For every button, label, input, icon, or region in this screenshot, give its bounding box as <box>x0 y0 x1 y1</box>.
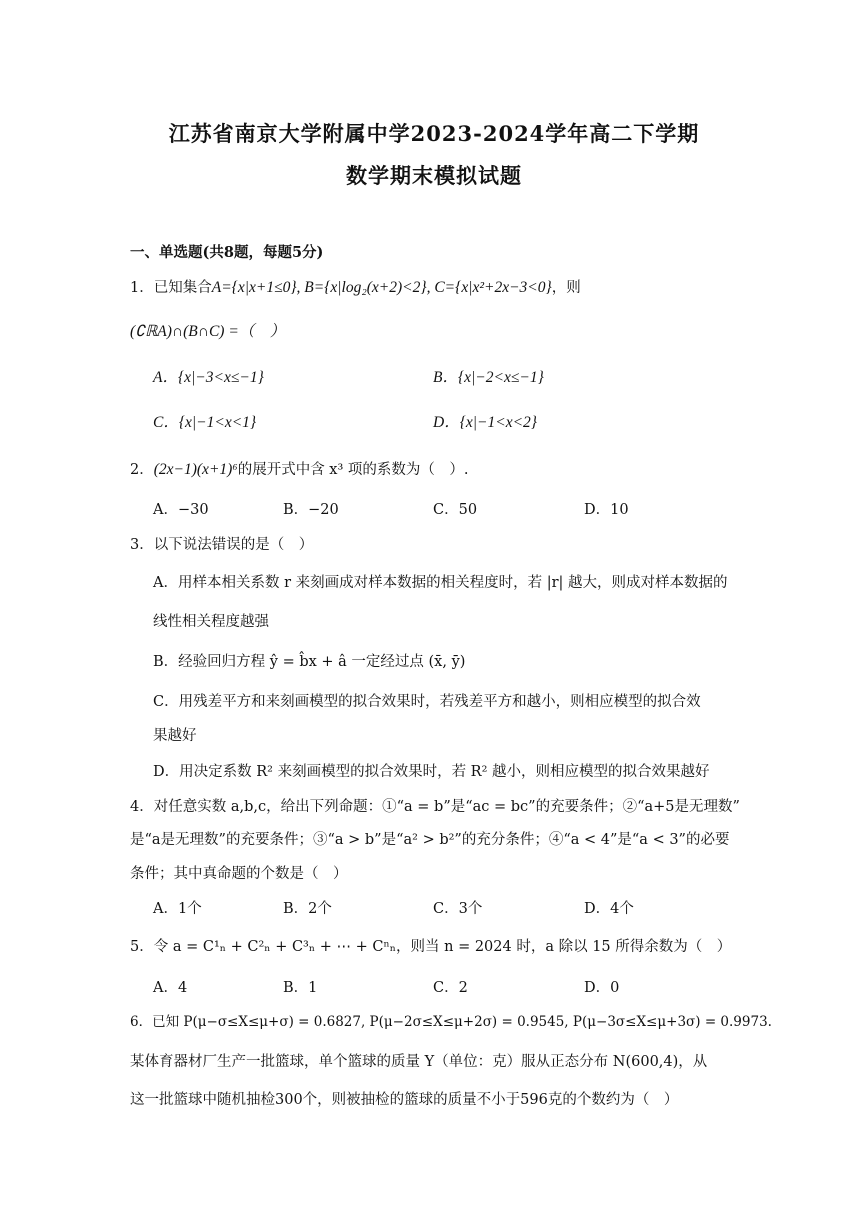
question-1 <box>130 278 581 298</box>
question-text: 令 a = C¹ₙ + C²ₙ + C³ₙ + ⋯ + Cⁿₙ，则当 n = 2024 时，a 除以 15 所得余数为（ ） <box>153 939 732 955</box>
question-4-line3: 条件；其中真命题的个数是（ ） <box>130 866 348 882</box>
question-text: ，则 <box>551 280 581 296</box>
option-c-line1: C．用残差平方和来刻画模型的拟合效果时，若残差平方和越小，则相应模型的拟合效 <box>153 694 701 710</box>
question-4 <box>130 797 740 817</box>
option-a-line2: 线性相关程度越强 <box>153 614 269 630</box>
question-text: 已知 P(μ−σ≤X≤μ+σ) = 0.6827, P(μ−2σ≤X≤μ+2σ) = 0.9545, P(μ−3σ≤X≤μ+3σ) = 0.9973. <box>152 1014 772 1030</box>
option-b: B．经验回归方程 ŷ = b̂x + â 一定经过点 (x̄, ȳ) <box>153 654 466 670</box>
question-6-line3: 这一批篮球中随机抽检300个，则被抽检的篮球的质量不小于596克的个数约为（ ） <box>130 1092 679 1108</box>
question-text: 的展开式中含 x³ 项的系数为（ ）. <box>237 462 469 478</box>
option-a: A．{x|−3<x≤−1} <box>153 369 264 386</box>
math-expression: (2x−1)(x+1)⁶ <box>153 461 238 478</box>
document-title: 江苏省南京大学附属中学2023-2024学年高二下学期 <box>168 121 700 146</box>
option-d: D．用决定系数 R² 来刻画模型的拟合效果时，若 R² 越小，则相应模型的拟合效果越好 <box>153 764 710 780</box>
question-6-line2: 某体育器材厂生产一批篮球，单个篮球的质量 Y（单位：克）服从正态分布 N(600,4)，从 <box>130 1054 708 1070</box>
question-1-expression <box>130 322 285 342</box>
question-2 <box>130 460 469 480</box>
option-d: D．10 <box>584 502 629 518</box>
option-c: C．2 <box>433 980 468 996</box>
question-3 <box>130 535 313 555</box>
question-number: 5． <box>130 939 154 955</box>
option-b: B．{x|−2<x≤−1} <box>433 369 544 386</box>
question-6 <box>130 1012 772 1032</box>
question-5 <box>130 937 731 957</box>
option-a: A．−30 <box>153 502 209 518</box>
option-c: C．50 <box>433 502 478 518</box>
option-a: A．4 <box>153 980 188 996</box>
option-b: B．−20 <box>283 502 339 518</box>
question-number: 2． <box>130 462 154 478</box>
option-c: C．3个 <box>433 901 483 917</box>
question-number: 1． <box>130 280 154 296</box>
section-heading: 一、单选题(共8题，每题5分) <box>130 244 324 261</box>
document-subtitle: 数学期末模拟试题 <box>346 163 522 188</box>
question-text: 对任意实数 a,b,c，给出下列命题：①“a = b”是“ac = bc”的充要条件；②“a+5是无理数” <box>153 799 740 815</box>
question-number: 6． <box>130 1014 153 1030</box>
option-d: D．{x|−1<x<2} <box>433 414 537 431</box>
option-d: D．4个 <box>584 901 634 917</box>
option-c-line2: 果越好 <box>153 728 197 744</box>
option-a-line1: A．用样本相关系数 r 来刻画成对样本数据的相关程度时，若 |r| 越大，则成对样本数据的 <box>153 575 728 591</box>
math-expression: A={x|x+1≤0}, B={x|log₂(x+2)<2}, C={x|x²+2x−3<0} <box>211 279 552 296</box>
math-expression: (∁ℝA)∩(B∩C) =（ ） <box>130 323 286 340</box>
option-b: B．1 <box>283 980 318 996</box>
option-d: D．0 <box>584 980 620 996</box>
option-c: C．{x|−1<x<1} <box>153 414 257 431</box>
option-a: A．1个 <box>153 901 202 917</box>
question-number: 4． <box>130 799 154 815</box>
option-b: B．2个 <box>283 901 332 917</box>
question-4-line2: 是“a是无理数”的充要条件；③“a > b”是“a² > b²”的充分条件；④“a < 4”是“a < 3”的必要 <box>130 832 730 848</box>
question-text: 已知集合 <box>153 280 212 296</box>
question-text: 以下说法错误的是（ ） <box>153 537 314 553</box>
question-number: 3． <box>130 537 154 553</box>
